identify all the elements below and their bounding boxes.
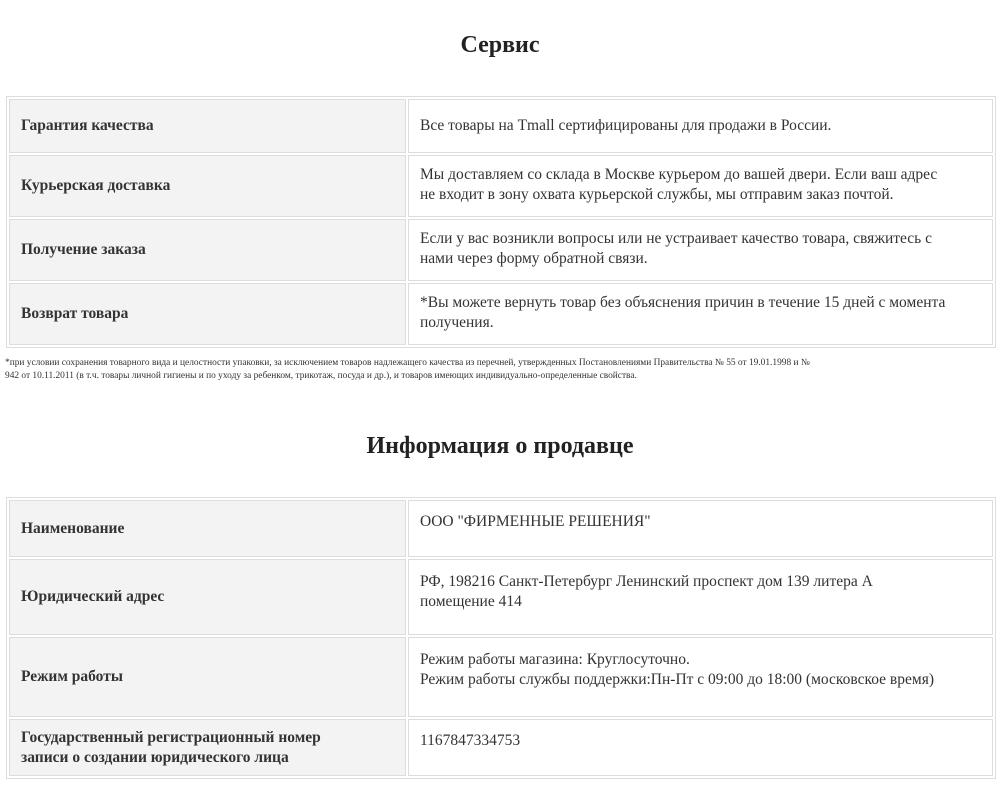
label-line: Государственный регистрационный номер	[21, 728, 321, 746]
value-line: Режим работы магазина: Круглосуточно.	[420, 651, 690, 668]
table-row	[9, 500, 993, 557]
service-info-table	[6, 96, 996, 348]
row-value-legal-address	[408, 559, 993, 635]
value-line: 1167847334753	[420, 732, 521, 749]
label-line: Режим работы	[21, 668, 123, 685]
value-line: РФ, 198216 Санкт-Петербург Ленинский проспект дом 139 литера А	[420, 573, 873, 590]
footnote-line: 942 от 10.11.2011 (в т.ч. товары личной гигиены и по уходу за ребенком, трикотаж, посуда и др.), и товаров имеющих индивидуально-определенные свойства.	[5, 371, 637, 381]
row-label-legal-address	[9, 559, 406, 635]
value-line: ООО "ФИРМЕННЫЕ РЕШЕНИЯ"	[420, 513, 651, 530]
value-line: Мы доставляем со склада в Москве курьером до вашей двери. Если ваш адрес	[420, 166, 938, 183]
value-line: Если у вас возникли вопросы или не устраивает качество товара, свяжитесь с	[420, 230, 933, 247]
row-label-order-receipt: Получение заказа	[9, 219, 406, 281]
row-label-registration-number	[9, 719, 406, 776]
service-section-title: Сервис	[460, 32, 540, 58]
row-value-courier-delivery	[408, 155, 993, 217]
table-row	[9, 219, 993, 281]
row-value-quality-guarantee	[408, 99, 993, 153]
seller-section-title: Информация о продавце	[366, 433, 634, 459]
label-line: Наименование	[21, 519, 125, 537]
row-value-working-hours	[408, 637, 993, 717]
table-row	[9, 283, 993, 345]
table-row	[9, 637, 993, 717]
label-line: Юридический адрес	[21, 588, 165, 605]
value-line: получения.	[420, 314, 494, 331]
seller-info-table	[6, 497, 996, 779]
row-label-quality-guarantee: Гарантия качества	[9, 99, 406, 153]
table-row	[9, 99, 993, 153]
return-policy-footnote	[5, 357, 995, 383]
value-line: помещение 414	[420, 593, 522, 610]
table-row	[9, 559, 993, 635]
row-label-company-name	[9, 500, 406, 557]
value-line: Режим работы службы поддержки:Пн-Пт с 09:00 до 18:00 (московское время)	[420, 671, 934, 688]
value-line: Все товары на Tmall сертифицированы для продажи в России.	[420, 117, 832, 134]
row-value-company-name	[408, 500, 993, 557]
row-label-courier-delivery: Курьерская доставка	[9, 155, 406, 217]
footnote-line: *при условии сохранения товарного вида и целостности упаковки, за исключением товаров надлежащего качества из перечней, утвержденных Постановлениями Правительства № 55 от 19.01.1998 и №	[5, 358, 810, 368]
label-line: записи о создании юридического лица	[21, 748, 289, 766]
table-row	[9, 719, 993, 776]
value-line: *Вы можете вернуть товар без объяснения причин в течение 15 дней с момента	[420, 294, 946, 311]
row-value-registration-number	[408, 719, 993, 776]
row-label-working-hours	[9, 637, 406, 717]
value-line: не входит в зону охвата курьерской службы, мы отправим заказ почтой.	[420, 186, 894, 203]
table-row	[9, 155, 993, 217]
value-line: нами через форму обратной связи.	[420, 250, 648, 267]
row-label-product-return: Возврат товара	[9, 283, 406, 345]
row-value-product-return	[408, 283, 993, 345]
row-value-order-receipt	[408, 219, 993, 281]
